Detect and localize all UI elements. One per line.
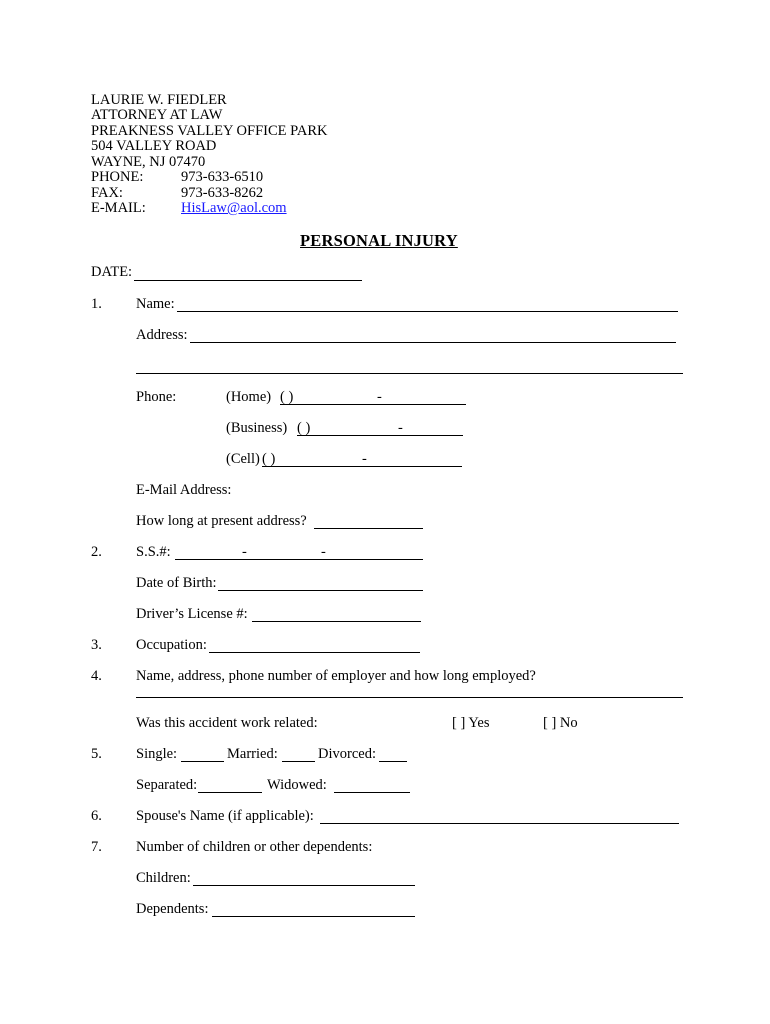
work-related-label: Was this accident work related: [136,715,318,731]
email-address-label: E-Mail Address: [136,482,232,498]
how-long-field[interactable] [314,528,423,529]
email-link[interactable]: HisLaw@aol.com [181,200,287,216]
fax-label: FAX: [91,185,123,201]
children-field[interactable] [193,885,415,886]
date-label: DATE: [91,264,133,280]
item-number-1: 1. [91,296,102,312]
item-number-5: 5. [91,746,102,762]
home-phone-dash: - [377,389,382,405]
widowed-field[interactable] [334,792,410,793]
email-label: E-MAIL: [91,200,146,216]
ss-label: S.S.#: [136,544,171,560]
work-related-no-checkbox[interactable]: [ ] No [543,715,578,731]
dependents-label: Dependents: [136,901,209,917]
business-phone-dash: - [398,420,403,436]
divorced-field[interactable] [379,761,407,762]
divorced-label: Divorced: [318,746,376,762]
ss-field[interactable] [175,559,423,560]
separated-label: Separated: [136,777,198,793]
spouse-label: Spouse's Name (if applicable): [136,808,314,824]
item-number-3: 3. [91,637,102,653]
item-number-7: 7. [91,839,102,855]
license-label: Driver’s License #: [136,606,248,622]
phone-label: Phone: [136,389,177,405]
item-number-2: 2. [91,544,102,560]
street-address: 504 VALLEY ROAD [91,138,217,154]
occupation-field[interactable] [209,652,420,653]
fax-value: 973-633-8262 [181,185,264,201]
date-field[interactable] [134,280,362,281]
children-dependents-label: Number of children or other dependents: [136,839,373,855]
employer-field[interactable] [136,697,683,698]
form-title: PERSONAL INJURY [300,231,458,250]
married-field[interactable] [282,761,315,762]
separated-field[interactable] [198,792,262,793]
home-area-code: ( ) [280,389,294,405]
attorney-title: ATTORNEY AT LAW [91,107,223,123]
employer-label: Name, address, phone number of employer and how long employed? [136,668,536,684]
city-state-zip: WAYNE, NJ 07470 [91,154,206,170]
ss-dash-2: - [321,544,326,560]
address-label: Address: [136,327,188,343]
phone-label: PHONE: [91,169,144,185]
cell-phone-dash: - [362,451,367,467]
cell-phone-field[interactable] [262,466,462,467]
spouse-field[interactable] [320,823,679,824]
married-label: Married: [227,746,278,762]
item-number-4: 4. [91,668,102,684]
home-phone-field[interactable] [280,404,466,405]
attorney-name: LAURIE W. FIEDLER [91,92,227,108]
children-label: Children: [136,870,191,886]
single-label: Single: [136,746,178,762]
name-label: Name: [136,296,175,312]
home-phone-label: (Home) [226,389,272,405]
dependents-field[interactable] [212,916,415,917]
dob-field[interactable] [218,590,423,591]
business-phone-field[interactable] [297,435,463,436]
work-related-yes-checkbox[interactable]: [ ] Yes [452,715,490,731]
address-field-line-1[interactable] [190,342,676,343]
license-field[interactable] [252,621,421,622]
cell-area-code: ( ) [262,451,276,467]
ss-dash-1: - [242,544,247,560]
business-phone-label: (Business) [226,420,288,436]
how-long-label: How long at present address? [136,513,307,529]
name-field[interactable] [177,311,678,312]
single-field[interactable] [181,761,224,762]
occupation-label: Occupation: [136,637,207,653]
widowed-label: Widowed: [267,777,327,793]
dob-label: Date of Birth: [136,575,217,591]
item-number-6: 6. [91,808,102,824]
cell-phone-label: (Cell) [226,451,260,467]
address-field-line-2[interactable] [136,373,683,374]
business-area-code: ( ) [297,420,311,436]
office-name: PREAKNESS VALLEY OFFICE PARK [91,123,328,139]
phone-value: 973-633-6510 [181,169,264,185]
